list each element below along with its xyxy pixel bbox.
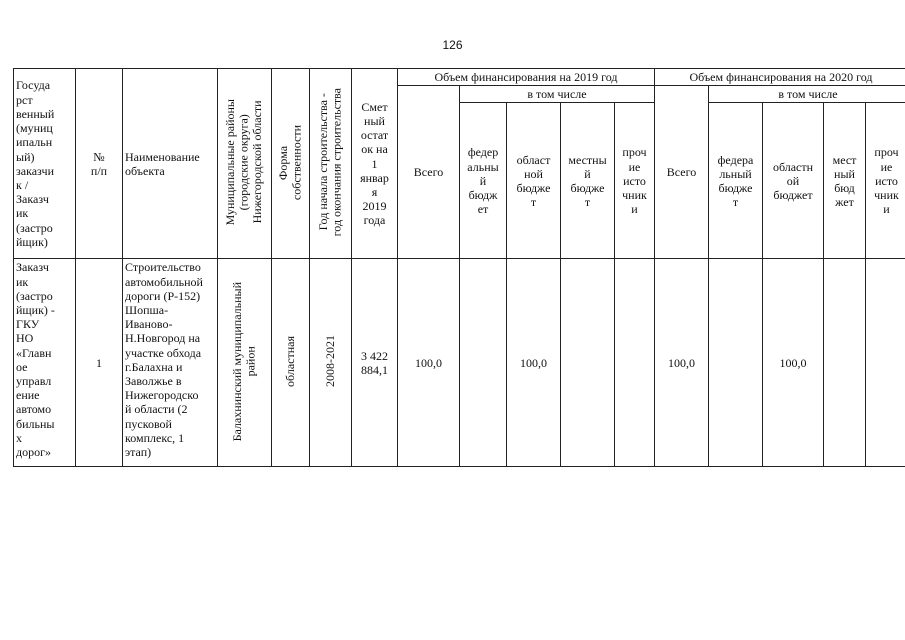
header-total-2020: Всего <box>655 86 709 259</box>
row-regional-2020: 100,0 <box>763 259 824 467</box>
row-total-2019: 100,0 <box>398 259 460 467</box>
header-regional-2019: област ной бюдже т <box>507 103 561 259</box>
header-other-2019: проч ие исто чник и <box>615 103 655 259</box>
header-including-2020: в том числе <box>709 86 905 103</box>
header-regional-2020: областн ой бюджет <box>763 103 824 259</box>
header-number: № п/п <box>76 69 123 259</box>
header-districts: Муниципальные районы (городские округа) Нижегородской области <box>218 69 272 259</box>
header-federal-2019: федер альны й бюдж ет <box>460 103 507 259</box>
row-local-2020 <box>824 259 866 467</box>
row-federal-2019 <box>460 259 507 467</box>
header-financing-2020: Объем финансирования на 2020 год <box>655 69 905 86</box>
row-local-2019 <box>561 259 615 467</box>
header-customer: Госуда рст венный (муниц ипальн ый) заказчи к / Заказч ик (застро йщик) <box>14 69 76 259</box>
row-estimate-balance: 3 422 884,1 <box>352 259 398 467</box>
page-number: 126 <box>442 38 463 52</box>
row-customer: Заказч ик (застро йщик) - ГКУ НО «Главн ое управл ение автомо бильны х дорог» <box>14 259 76 467</box>
header-local-2019: местны й бюдже т <box>561 103 615 259</box>
header-ownership: Форма собственности <box>272 69 310 259</box>
row-number: 1 <box>76 259 123 467</box>
header-estimate-balance: Смет ный остат ок на 1 январ я 2019 года <box>352 69 398 259</box>
header-construction-years: Год начала строительства - год окончания строительства <box>310 69 352 259</box>
row-district: Балахнинский муниципальный район <box>218 259 272 467</box>
header-local-2020: мест ный бюд жет <box>824 103 866 259</box>
header-other-2020: проч ие исто чник и <box>866 103 905 259</box>
row-federal-2020 <box>709 259 763 467</box>
header-including-2019: в том числе <box>460 86 655 103</box>
row-object-name: Строительство автомобильной дороги (Р-152) Шопша- Иваново- Н.Новгород на участке обхода г.Балахна и Заволжье в Нижегородско й области (2 пусковой комплекс, 1 этап) <box>123 259 218 467</box>
row-ownership: областная <box>272 259 310 467</box>
row-years: 2008-2021 <box>310 259 352 467</box>
row-other-2019 <box>615 259 655 467</box>
table-row <box>14 259 905 467</box>
header-financing-2019: Объем финансирования на 2019 год <box>398 69 655 86</box>
header-total-2019: Всего <box>398 86 460 259</box>
header-object-name: Наименование объекта <box>123 69 218 259</box>
row-total-2020: 100,0 <box>655 259 709 467</box>
row-regional-2019: 100,0 <box>507 259 561 467</box>
financing-table <box>13 68 905 467</box>
row-other-2020 <box>866 259 905 467</box>
header-federal-2020: федера льный бюдже т <box>709 103 763 259</box>
